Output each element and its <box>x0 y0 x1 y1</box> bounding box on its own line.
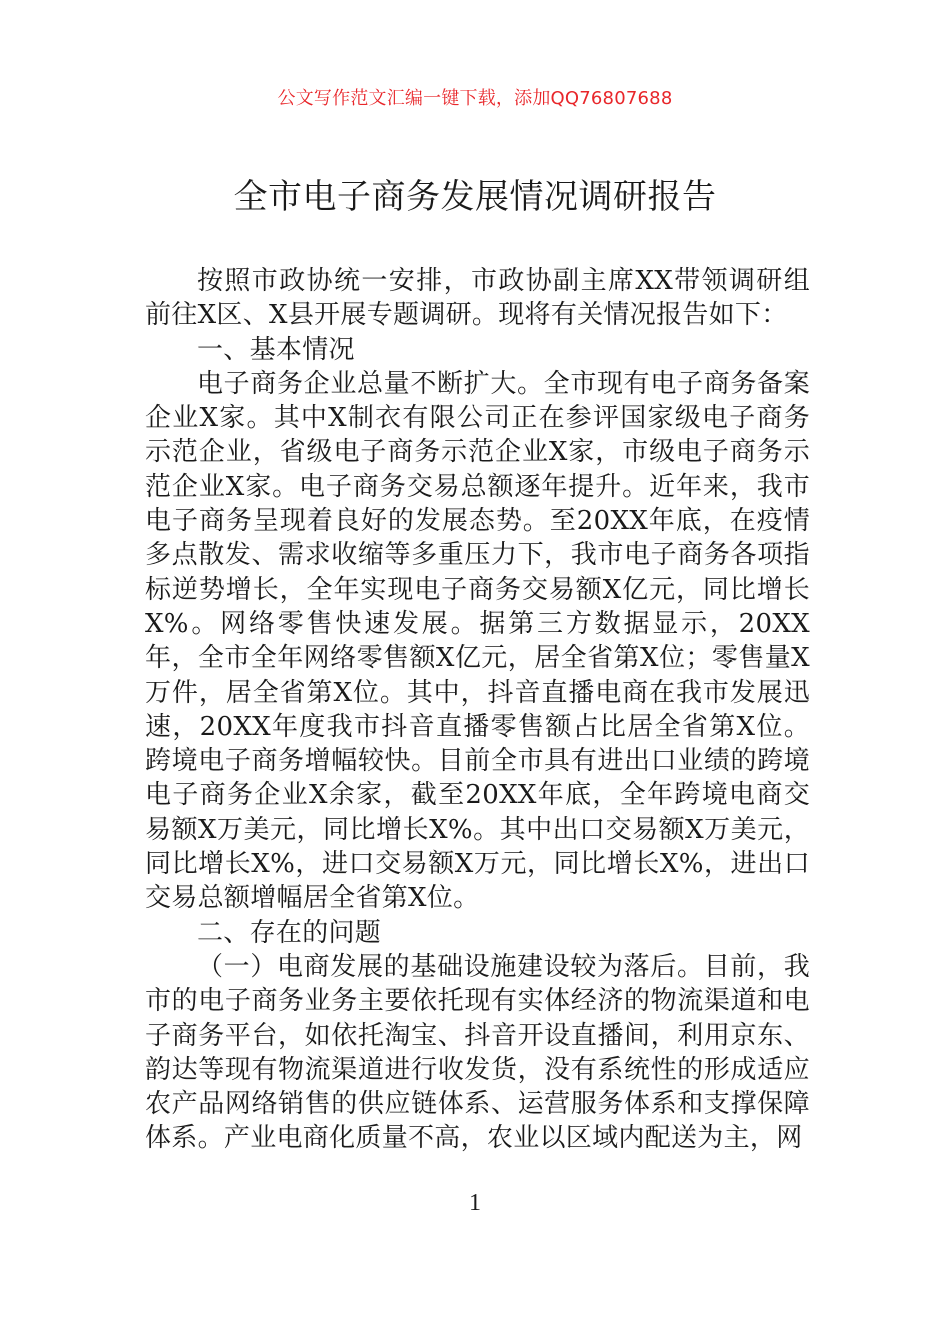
problem-one-paragraph: （一）电商发展的基础设施建设较为落后。目前，我市的电子商务业务主要依托现有实体经济的物流渠道和电子商务平台，如依托淘宝、抖音开设直播间，利用京东、韵达等现有物流渠道进行收发货，没有系统性的形成适应农产品网络销售的供应链体系、运营服务体系和支撑保障体系。产业电商化质量不高，农业以区域内配送为主，网 <box>145 951 810 1154</box>
basic-situation-paragraph: 电子商务企业总量不断扩大。全市现有电子商务备案企业X家。其中X制衣有限公司正在参评国家级电子商务示范企业，省级电子商务示范企业X家，市级电子商务示范企业X家。电子商务交易总额逐年提升。近年来，我市电子商务呈现着良好的发展态势。至20XX年底，在疫情多点散发、需求收缩等多重压力下，我市电子商务各项指标逆势增长，全年实现电子商务交易额X亿元，同比增长X%。网络零售快速发展。据第三方数据显示，20XX年，全市全年网络零售额X亿元，居全省第X位；零售量X万件，居全省第X位。其中，抖音直播电商在我市发展迅速，20XX年度我市抖音直播零售额占比居全省第X位。跨境电子商务增幅较快。目前全市具有进出口业绩的跨境电子商务企业X余家，截至20XX年底，全年跨境电商交易额X万美元，同比增长X%。其中出口交易额X万美元，同比增长X%，进口交易额X万元，同比增长X%，进出口交易总额增幅居全省第X位。 <box>145 368 810 914</box>
document-body <box>145 264 810 1156</box>
watermark-text: 公文写作范文汇编一键下载，添加QQ76807688 <box>277 88 673 109</box>
document-title: 全市电子商务发展情况调研报告 <box>233 177 717 217</box>
page-number: 1 <box>469 1190 481 1216</box>
intro-paragraph: 按照市政协统一安排，市政协副主席XX带领调研组前往X区、X县开展专题调研。现将有关情况报告如下： <box>145 266 810 331</box>
section-heading-basic-situation: 一、基本情况 <box>197 334 355 365</box>
section-heading-problems: 二、存在的问题 <box>197 917 382 948</box>
